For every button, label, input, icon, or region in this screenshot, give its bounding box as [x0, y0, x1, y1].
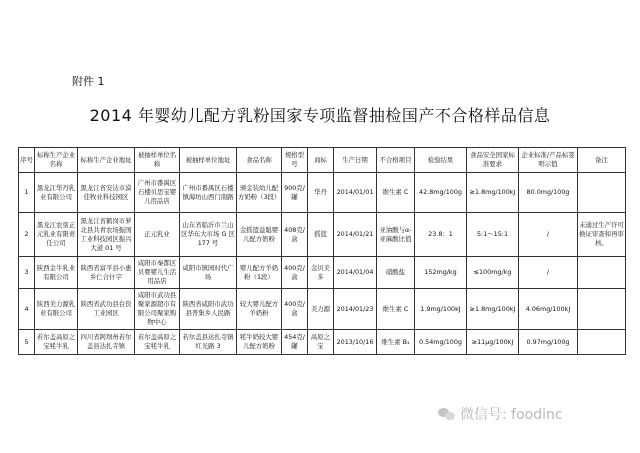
table-cell: 陕西省武功县台资工业园区 — [78, 289, 135, 330]
table-cell: 陕西省咸阳市武功县普集乡人民路 — [180, 289, 237, 330]
table-cell: 黑龙江省鹤岗市萝北县共青农场振国工业科技园区振兴大道 01 号 — [78, 213, 135, 257]
table-cell: ≥1.8mg/100kJ — [467, 173, 519, 213]
watermark-text: 微信号: foodinc — [460, 407, 563, 423]
header-cell: 不合格项目 — [377, 148, 415, 173]
table-cell: / — [519, 213, 578, 257]
wechat-watermark — [438, 404, 563, 424]
table-cell: 408克/盒 — [282, 213, 308, 257]
table-cell: 454克/罐 — [282, 330, 308, 355]
table-cell: 5:1～15:1 — [467, 213, 519, 257]
table-cell: 1.9mg/100kJ — [415, 289, 467, 330]
table-cell: 2014/01/21 — [334, 213, 377, 257]
table-cell: 152mg/kg — [415, 257, 467, 289]
failed-samples-table — [18, 147, 626, 355]
table-cell: 华丹 — [308, 173, 334, 213]
table-cell: 美力源 — [308, 289, 334, 330]
table-cell: 广州市番禺区石楼镇海坊山西门南路 — [180, 173, 237, 213]
table-cell — [578, 330, 626, 355]
table-cell: 陕西省富平县小惠乡仁合什字 — [78, 257, 135, 289]
table-row — [19, 213, 626, 257]
header-cell: 规格型号 — [282, 148, 308, 173]
header-cell: 企业标准/产品标签明示值 — [519, 148, 578, 173]
table-cell: 400克/盒 — [282, 289, 308, 330]
table-cell: 42.8mg/100g — [415, 173, 467, 213]
header-cell: 标称生产企业地址 — [78, 148, 135, 173]
table-row — [19, 289, 626, 330]
table-cell: 4 — [19, 289, 35, 330]
table-cell: 4.06mg/100kJ — [519, 289, 578, 330]
table-cell: 亚油酸与α-亚麻酸比值 — [377, 213, 415, 257]
table-cell: 广州市番禺区石楼贝思宝婴儿用品店 — [135, 173, 180, 213]
header-cell: 食品名称 — [237, 148, 282, 173]
table-cell: 黑龙江华丹乳业有限公司 — [35, 173, 78, 213]
table-cell: 咸阳市武功县聚家源超市有限公司聚家购物中心 — [135, 289, 180, 330]
table-cell: 咸阳市镇园时代广场 — [180, 257, 237, 289]
table-cell: 较大婴儿配方羊奶粉 — [237, 289, 282, 330]
table-cell: 900克/罐 — [282, 173, 308, 213]
table-cell: 正元乳业 — [135, 213, 180, 257]
table-cell: 陕西金牛乳业有限公司 — [35, 257, 78, 289]
table-row — [19, 173, 626, 213]
table-cell: 若尔盖县达扎寺镇红光路 3 — [180, 330, 237, 355]
table-cell: 若尔盖高原之宝牦牛乳 — [135, 330, 180, 355]
table-cell: 2 — [19, 213, 35, 257]
header-cell: 被抽样单位地址 — [180, 148, 237, 173]
header-cell: 被抽样单位名称 — [135, 148, 180, 173]
table-cell: 23.8：1 — [415, 213, 467, 257]
table-cell — [578, 257, 626, 289]
table-cell: ≥11μg/100kJ — [467, 330, 519, 355]
table-cell: 2013/10/16 — [334, 330, 377, 355]
attachment-label: 附件 1 — [72, 75, 105, 88]
table-cell: 陕西美力源乳业有限公司 — [35, 289, 78, 330]
header-cell: 标称生产企业名称 — [35, 148, 78, 173]
table-cell: 维生素 B₁ — [377, 330, 415, 355]
table-cell: 婴儿配方羊奶粉（1段） — [237, 257, 282, 289]
table-cell: 80.0mg/100g — [519, 173, 578, 213]
table-row — [19, 330, 626, 355]
table-cell: ≤100mg/kg — [467, 257, 519, 289]
table-row — [19, 257, 626, 289]
header-cell: 食品安全国家标准要求 — [467, 148, 519, 173]
table-cell: 硝酸盐 — [377, 257, 415, 289]
table-cell: 未通过生产许可换证审查和再审核。 — [578, 213, 626, 257]
table-cell: 维生素 C — [377, 173, 415, 213]
header-cell: 商标 — [308, 148, 334, 173]
table-cell: 2014/01/01 — [334, 173, 377, 213]
header-cell: 序号 — [19, 148, 35, 173]
table-cell: 咸阳市秦都区贝婴婴儿生活用品店 — [135, 257, 180, 289]
table-cell: 金摇篮益聪婴儿配方奶粉 — [237, 213, 282, 257]
table-cell: 1 — [19, 173, 35, 213]
table-cell: 高原之宝 — [308, 330, 334, 355]
table-cell: 3 — [19, 257, 35, 289]
wechat-icon — [438, 407, 456, 421]
table-cell: 黑龙江农垦正元乳业有限责任公司 — [35, 213, 78, 257]
table-cell: 2014/01/04 — [334, 257, 377, 289]
table-cell: 山东省临沂市兰山区华东大市场 G 区 177 号 — [180, 213, 237, 257]
header-cell: 检验结果 — [415, 148, 467, 173]
table-cell: 维生素 C — [377, 289, 415, 330]
table-cell: 5 — [19, 330, 35, 355]
header-cell: 生产日期 — [334, 148, 377, 173]
table-cell: ≥1.8mg/100kJ — [467, 289, 519, 330]
table-cell: 金贝美多 — [308, 257, 334, 289]
table-header-row — [19, 148, 626, 173]
table-cell — [578, 173, 626, 213]
table-cell — [578, 289, 626, 330]
table-cell: 0.54mg/100g — [415, 330, 467, 355]
table-cell: 摇篮 — [308, 213, 334, 257]
table-cell: 牦牛奶较大婴儿配方奶粉 — [237, 330, 282, 355]
table-cell: 四川省阿坝州若尔盖县达扎寺镇 — [78, 330, 135, 355]
table-cell: 黑龙江省安达市漠佳牧业科技园区 — [78, 173, 135, 213]
table-cell: / — [519, 257, 578, 289]
table-cell: 0.97mg/100g — [519, 330, 578, 355]
page-title: 2014 年婴幼儿配方乳粉国家专项监督抽检国产不合格样品信息 — [89, 106, 551, 125]
table-cell: 400克/盒 — [282, 257, 308, 289]
header-cell: 备注 — [578, 148, 626, 173]
table-cell: 若尔盖高原之宝牦牛乳 — [35, 330, 78, 355]
table-cell: 颁金装幼儿配方奶粉（3段） — [237, 173, 282, 213]
table-cell: 2014/01/23 — [334, 289, 377, 330]
